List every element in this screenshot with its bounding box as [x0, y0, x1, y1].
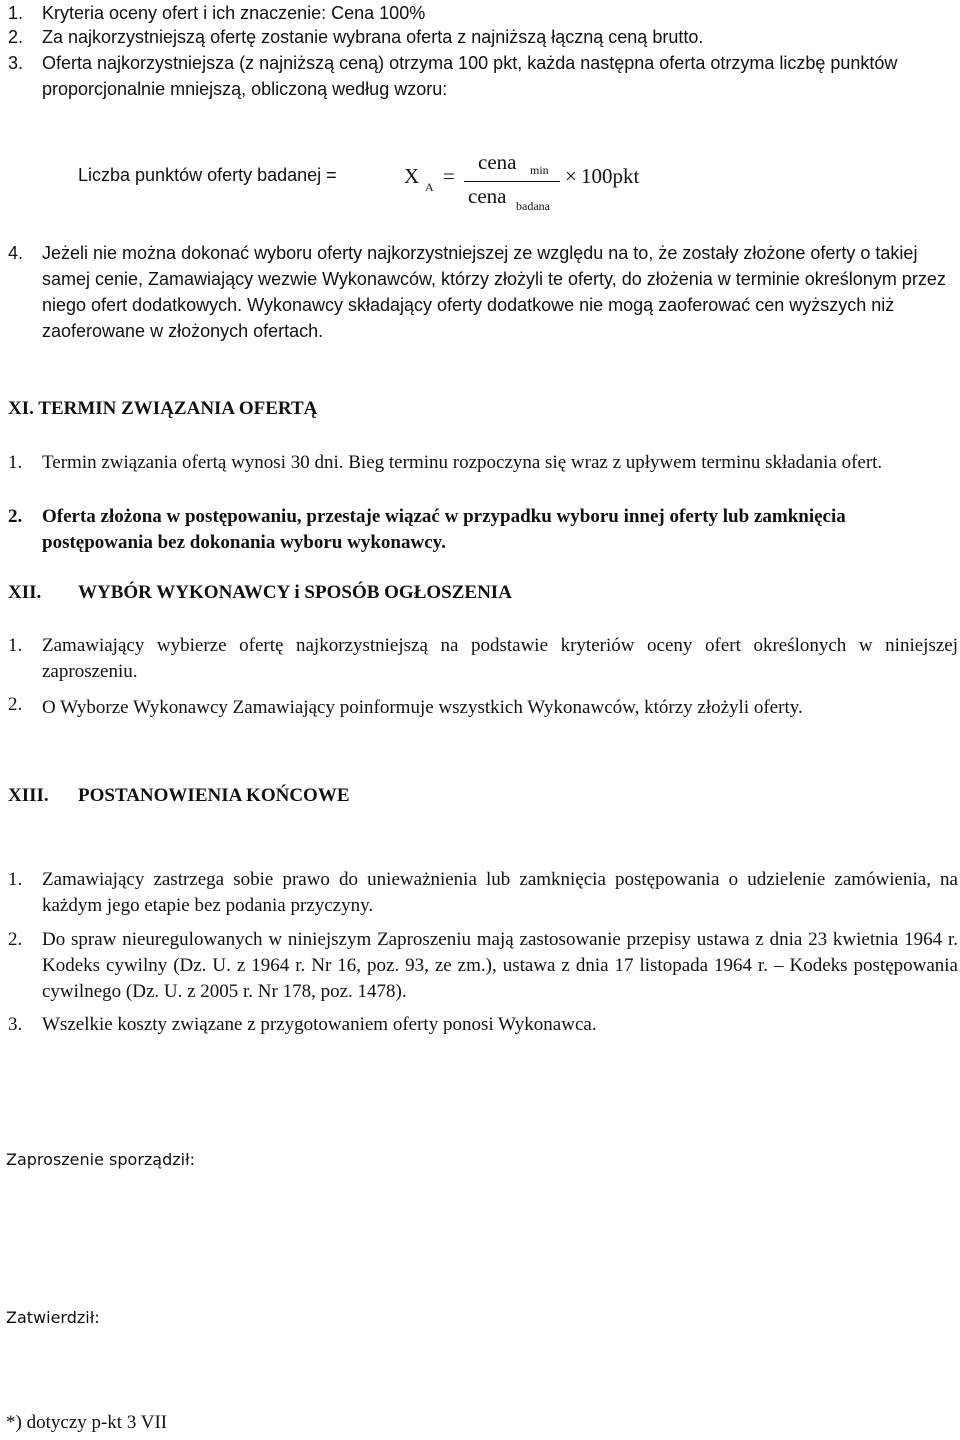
- formula-denominator-sub: badana: [516, 199, 550, 213]
- criteria-item-number: 2.: [8, 27, 24, 47]
- section-xii-number: XII.: [8, 582, 42, 603]
- section-item-text: Zamawiający zastrzega sobie prawo do unieważnienia lub zamknięcia postępowania o udzielenie zamówienia, na każdym jego etapie bez podania przyczyny.: [42, 869, 958, 916]
- criteria-item-text: Jeżeli nie można dokonać wyboru oferty najkorzystniejszej ze względu na to, że zostały złożone oferty o takiej samej cenie, Zamawiający wezwie Wykonawców, którzy złożyli te oferty, do złożenia w terminie określonym przez niego ofert dodatkowych. Wykonawcy składający oferty dodatkowe nie mogą zaoferować cen wyższych niż zaoferowane w złożonych ofertach.: [42, 243, 946, 341]
- formula-times: ×: [565, 164, 577, 188]
- formula-equals: =: [443, 164, 455, 188]
- formula-result: 100pkt: [581, 164, 640, 188]
- section-item-text: Termin związania ofertą wynosi 30 dni. Bieg terminu rozpoczyna się wraz z upływem terminu składania ofert.: [42, 452, 883, 473]
- section-xiii-title: POSTANOWIENIA KOŃCOWE: [78, 785, 350, 806]
- section-item-number: 2.: [8, 506, 23, 527]
- section-xii-title: WYBÓR WYKONAWCY i SPOSÓB OGŁOSZENIA: [78, 582, 512, 603]
- fraction-bar: [464, 181, 560, 182]
- section-item-number: 1.: [8, 452, 23, 473]
- section-xi-heading: XI. TERMIN ZWIĄZANIA OFERTĄ: [8, 398, 318, 419]
- section-item-number: 2.: [8, 929, 23, 950]
- criteria-item-text: Oferta najkorzystniejsza (z najniższą ceną) otrzyma 100 pkt, każda następna oferta otrzyma liczbę punktów proporcjonalnie mniejszą, obliczoną według wzoru:: [42, 53, 898, 99]
- section-item-number: 2.: [8, 694, 23, 715]
- section-item-number: 1.: [8, 635, 23, 656]
- section-item-number: 3.: [8, 1014, 23, 1035]
- section-item-text: Zamawiający wybierze ofertę najkorzystniejszą na podstawie kryteriów oceny ofert określonych w niniejszej zaproszeniu.: [42, 635, 958, 682]
- criteria-item-text: Kryteria oceny ofert i ich znaczenie: Cena 100%: [42, 3, 426, 23]
- criteria-item-text: Za najkorzystniejszą ofertę zostanie wybrana oferta z najniższą łączną ceną brutto.: [42, 27, 704, 47]
- footnote: *) dotyczy p-kt 3 VII: [6, 1412, 168, 1433]
- formula-numerator: cena: [478, 150, 517, 174]
- section-xiii-number: XIII.: [8, 785, 49, 806]
- approved-by-label: Zatwierdził:: [6, 1308, 100, 1327]
- criteria-item-number: 4.: [8, 243, 24, 263]
- formula-x: X: [404, 164, 420, 188]
- section-item-text: Oferta złożona w postępowaniu, przestaje wiązać w przypadku wyboru innej oferty lub zamknięcia postępowania bez dokonania wyboru wykonawcy.: [42, 506, 846, 553]
- formula-denominator: cena: [468, 184, 507, 208]
- section-item-text: Wszelkie koszty związane z przygotowaniem oferty ponosi Wykonawca.: [42, 1014, 597, 1035]
- formula-label: Liczba punktów oferty badanej =: [78, 165, 337, 185]
- criteria-item-number: 1.: [8, 3, 24, 23]
- section-item-number: 1.: [8, 869, 23, 890]
- formula-numerator-sub: min: [530, 163, 549, 177]
- prepared-by-label: Zaproszenie sporządził:: [6, 1150, 196, 1169]
- section-item-text: Do spraw nieuregulowanych w niniejszym Zaproszeniu mają zastosowanie przepisy ustawa z dnia 23 kwietnia 1964 r. Kodeks cywilny (Dz. U. z 1964 r. Nr 16, poz. 93, ze zm.), ustawa z dnia 17 listopada 1964 r. – Kodeks postępowania cywilnego (Dz. U. z 2005 r. Nr 178, poz. 1478).: [42, 929, 958, 1002]
- formula-x-sub: A: [425, 180, 434, 194]
- section-item-text: O Wyborze Wykonawcy Zamawiający poinformuje wszystkich Wykonawców, którzy złożyli oferty.: [42, 697, 803, 718]
- criteria-item-number: 3.: [8, 53, 24, 73]
